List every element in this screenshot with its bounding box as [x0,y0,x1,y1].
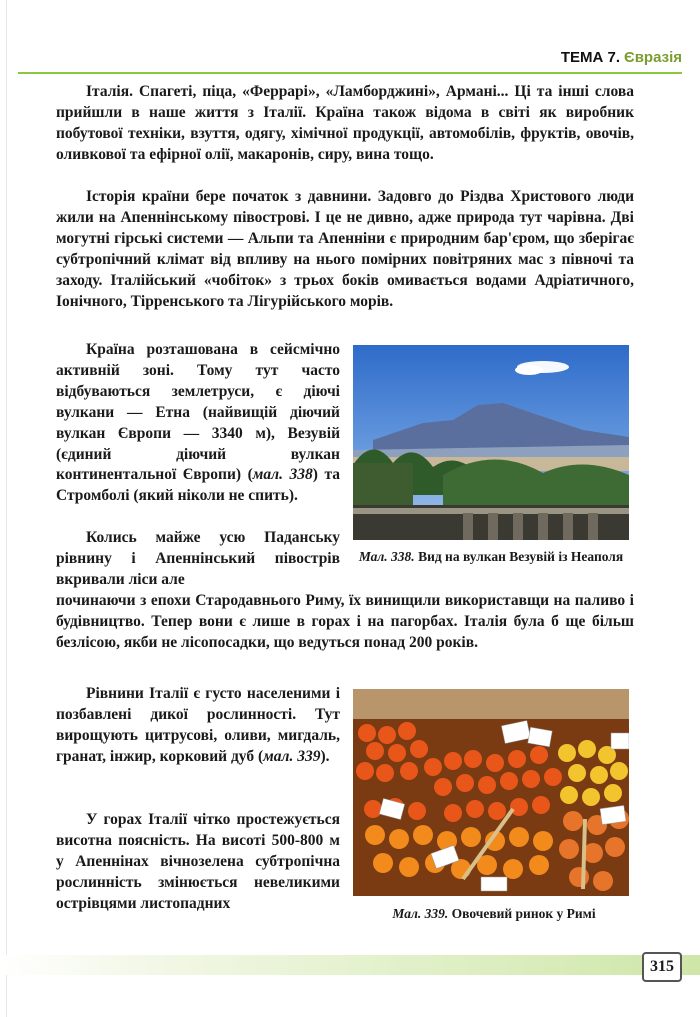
paragraph-history: Історія країни бере початок з давнини. Задовго до Різдва Христового люди жили на Апеннінському півострові. І це не дивно, адже природа тут чарівна. Дві могутні гірські системи — Альпи та Апенніни є природним бар'єром, що зберігає субтропічний клімат від впливу на нього помірних повітряних мас з півночі та заходу. Італійський «чобіток» з трьох боків омивається водами Адріатичного, Іонічного, Тірренського та Лігурійського морів. [56,188,634,310]
running-header [18,48,682,74]
paragraph-plains [56,684,340,768]
figure-caption-text: Овочевий ринок у Римі [448,906,596,921]
paragraph-text: Рівнини Італії є густо населеними і позбавлені дикої рослинності. Тут вирощують цитрусові, оливи, мигдаль, гранат, інжир, корковий дуб ( [56,685,340,765]
figure-reference: мал. 339 [263,747,321,765]
paragraph-italy-intro [56,82,634,166]
figure-338-caption [356,548,626,566]
paragraph-altitude: У горах Італії чітко простежується висотна поясність. На висоті 500-800 м у Апеннінах вічнозелена субтропічна рослинність змінюється невеликими острівцями листопадних [56,811,340,912]
page-number: 315 [642,952,682,982]
figure-caption-text: Вид на вулкан Везувій із Неаполя [414,549,624,564]
paragraph-text: Країна розташована в сейсмічно активній зоні. Тому тут часто відбуваються землетруси, є діючі вулкани — Етна (найвищій діючий вулкан Європи — 3340 м), Везувій (єдиний діючий вулкан континентальної Європи) ( [56,341,340,484]
topic-region: Євразія [624,49,682,66]
figure-339-caption [356,905,632,923]
paragraph-forests-b: починаючи з епохи Стародавнього Риму, їх винищили використавщи на паливо і будівництво. Тепер вони є лише в горах і на пагорбах. Італія була б ще більш безлісою, якби не лісопосадки, що ведуться понад 200 років. [56,592,634,651]
paragraph-forests-a: Колись майже усю Паданську рівнину і Апеннінський півострів вкривали ліси але [56,529,340,588]
figure-label: Мал. 338. [358,549,415,564]
paragraph-text: ). [320,747,330,765]
figure-reference: мал. 338 [252,466,313,484]
paragraph-text: ) та Стромболі (який ніколи не спить). [56,466,340,505]
vesuvius-photo [353,345,629,540]
figure-label: Мал. 339. [392,906,449,921]
topic-number: ТЕМА 7. [560,49,621,66]
paragraph-text: Спагеті, піца, «Феррарі», «Ламборджині», Армані... Ці та інші слова прийшли в наше життя з Італії. Країна також відома в світі як виробник побутової техніки, взуття, одягу, хімічної продукції, автомобілів, фруктів, овочів, оливкової та ефірної олії, макаронів, сиру, вина тощо. [56,83,634,163]
paragraph-seismic [56,340,340,507]
paragraph-lead: Італія. [86,83,133,100]
market-photo [353,689,629,896]
footer-band [0,955,700,975]
page-edge [6,0,7,1017]
